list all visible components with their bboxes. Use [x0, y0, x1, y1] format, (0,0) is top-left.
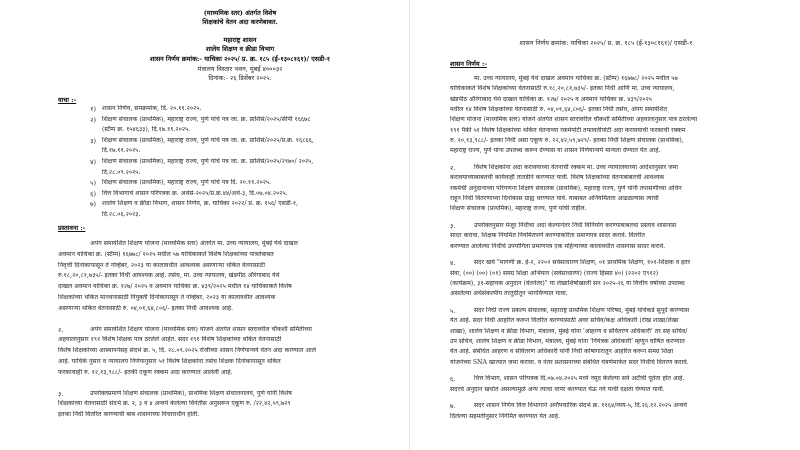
intro-paragraph-line: शिक्षकांच्या वेतनासाठी संदर्भ क्र. २, ३ व ४ अन्वये केलेल्या विनंतीस अनुसरून एकूण रु. /२२,४२,५९,७२९ — [58, 400, 291, 408]
reference-item: शिक्षण संचालक (प्राथमिक), महाराष्ट्र राज्य, पुणे यांचे पत्र जा. क्र. प्राशिसं/२०२५/२१७०/ २०२५, — [102, 158, 314, 165]
reference-item: शिक्षण संचालक (प्राथमिक), महाराष्ट्र राज्य, पुणे यांचे पत्र जा. क्र. प्राशिसं/२०२५/प्र.क्र. १६८६६, — [102, 136, 314, 144]
references-heading: वाचा :- — [58, 96, 77, 104]
page-running-header: शासन निर्णय क्रमांक: याचिका २०२५/ प्र. क्र. १८५ (ई-१३०८१६१)/ एसडी-१ — [519, 39, 693, 47]
decision-paragraph-line: मधील १४ विशेष शिक्षकांच्या वेतनासाठी रु. ०४,०१,६४,८०६/- इतका निधी तसेच, अंपग समावेशित — [450, 105, 668, 113]
intro-paragraph-line: दाखल अवमान याचिका क्र. १२७/ २०२५ व अवमान याचिका क्र. ४३९/२०२५ मधील १४ याचिकाकर्ते विशेष — [58, 283, 292, 291]
decision-paragraph-line: दिलेल्या सहमतीनुसार निर्गमित करण्यात येत आहे. — [450, 412, 560, 420]
intro-paragraph-line: फरकाचाही रु. १२,१३,९८८/- इतकी एकूण रक्कम अदा करण्यात आलेली आहे. — [58, 368, 233, 376]
paragraph-number: २. — [58, 325, 64, 334]
decision-heading: शासन निर्णय :- — [450, 60, 487, 68]
clause-number: २. — [450, 163, 456, 172]
decision-paragraph-line: १९१ पैकी ५१ विशेष शिक्षकांच्या थकित वेतनाच्या रकमेपोटी तफावतीपोटी अदा करावयाची फरकाची रक्कम — [450, 126, 686, 134]
decision-paragraph-line: करावयाच्याबाबतची कार्यवाही तातडीने करण्यात यावी. विशेष शिक्षकांच्या वेतनाबाबतची आवश्यक — [450, 174, 665, 182]
intro-paragraph-line: अहवालानुसार १९१ विशेष शिक्षक पात्र ठरलेले आहेत. सदर १९१ विशेष शिक्षकांच्या थकित वेतनासाठी — [58, 336, 282, 344]
reference-number: ४) — [90, 158, 96, 166]
intro-paragraph-line: अपंग समावेशित शिक्षण योजना (माध्यमिक स्तर) योजने अंतर्गत शासन स्तरावरील चौकशी समितीच्या — [90, 325, 312, 333]
decision-paragraph-line: राहून निधी वितरणाच्या दिनांकास ग्राह्य धरण्यात यावे. याबाबत अनियमितता आढळल्यास त्याची — [450, 194, 659, 202]
decision-paragraph-line: शाखा), शालेय शिक्षण व क्रीडा विभाग, मंत्रालय, मुंबई यांना 'आहरण व संवितरण अधिकारी' तर सह सचिव/ — [450, 327, 688, 335]
decision-paragraph-line: येत आहे. संबंधित आहरण व संवितरण अधिकारी यांनी निधी कोषागारातून आहरित करून समग्र शिक्षा — [450, 348, 674, 356]
decision-paragraph-line: उप सचिव, शालेय शिक्षण व क्रीडा विभाग, मंत्रालय, मुंबई यांना 'नियंत्रक अधिकारी' म्हणून घोषित करण्यात — [450, 337, 685, 345]
intro-paragraph-line: रु.१८,२०,८१,७३५/- इतका निधी आवश्यक आहे. तसेच, मा. उच्च न्यायालय, खंडपीठ औरंगाबाद येथे — [58, 272, 280, 280]
intro-paragraph-line: उपरोक्तप्रमाणे शिक्षण संचालक (प्राथमिक), प्राथमिक शिक्षण संचालनालय, पुणे यांनी विशेष — [90, 389, 292, 397]
page-divider — [409, 0, 410, 450]
department-title: शालेय शिक्षण व क्रीडा विभाग — [205, 45, 275, 53]
office-address: मंत्रालय विस्तार भवन, मुंबई ४०००३२ — [197, 65, 283, 73]
decision-paragraph-line: उपरोक्तनुसार मंजूर निधीचा अदा केल्यानंतर निधी विनियोग करण्याबाबतचा प्रस्ताव शासनास — [474, 221, 677, 229]
intro-paragraph-line: अपंग समावेशित शिक्षण योजना (माध्यमिक स्तर) अंतर्गत मा. उच्च न्यायालय, मुंबई येथे दाखल — [90, 240, 298, 247]
reference-item: दि.२८.०६.२०२३. — [102, 211, 141, 218]
decision-paragraph-line: सदरचे अनुदान खर्चात असल्यामुळे अन्य त्याचा वापर करण्यात येऊ नये याची दक्षता घेण्यात यावी. — [450, 385, 665, 393]
right-document-page — [418, 27, 800, 450]
intro-paragraph-line: इतका निधी वितरित करण्याची बाब शासनाच्या विचाराधीन होती. — [58, 411, 200, 419]
decision-paragraph-line: सदर निधी राज्य प्रकल्प संचालक, महाराष्ट्र प्राथमिक शिक्षण परिषद, मुंबई यांचेकडे सुपूर्द करण्यास — [474, 307, 690, 314]
clause-number: ४. — [450, 259, 456, 268]
reference-item: (स्टॅम्प क्र. १५४६३३), दि.१७.११.२०२५. — [102, 126, 191, 134]
decision-paragraph-line: सदर खर्च "मागणी क्र. ई-२, २२०२ सर्वसाधारण शिक्षण, ०१ प्राथमिक शिक्षण, १०१-शिक्षक व इतर — [474, 259, 691, 267]
intro-paragraph-line: अवमान याचिका क्र. (स्टॅम्प) १६७७८/ २०२५ मधील ५७ याचिकाकर्ते विशेष शिक्षकांच्या पात्रतेबाबत — [58, 250, 274, 258]
reference-item: शालेय शिक्षण व क्रीडा विभाग, शासन निर्णय, क्र. याचिका २०२२/ प्र. क्र. १५६/ एसडी-१, — [102, 200, 299, 208]
reference-item: वित्त विभागाचे शासन परिपत्रक क्र. अर्थसं-२०२५/प्र.क्र.४४/अर्थ-३, दि.०७.०४.२०२५. — [102, 189, 288, 197]
decision-paragraph-line: योजनेच्या SNA खात्यात जमा करावा. व नंतर प्रशासनाच्या संबंधित यंत्रणेमार्फत सदर निधीचे वितरण करावे. — [450, 358, 689, 366]
decision-paragraph-line: खंडपीठ औरंगाबाद येथे दाखल याचिका क्र. १२७/ २०२५ व अवमान याचिका क्र. ४३९/२०२५ — [450, 95, 652, 103]
decision-paragraph-line: महाराष्ट्र राज्य, पुणे यांना उपलब्ध करून देण्यास या शासन निर्णयान्वये मान्यता देण्यात येत आहे. — [450, 147, 661, 155]
clause-number: ६. — [450, 375, 456, 384]
decision-paragraph-line: असलेल्या अर्थसंकल्पीय तरतुदीतून भागविण्यात यावा. — [450, 290, 568, 298]
intro-paragraph-line: निवृत्ती दिनांकापासून ते नोव्हेंबर, २०२३ या कालावधीत आवश्यक असणाऱ्या थकित वेतनासाठी — [58, 261, 265, 269]
decision-paragraph-line: विशेष शिक्षकांना अदा करावयाच्या वेतनाची रक्कम मा. उच्च न्यायालयाच्या आदेशानुसार जमा — [474, 163, 679, 171]
decision-paragraph-line: शिक्षण संचालक (प्राथमिक), महाराष्ट्र राज्य, पुणे यांची राहील. — [450, 205, 587, 213]
clause-number: ३. — [450, 221, 456, 230]
reference-number: ३) — [90, 136, 96, 145]
decision-paragraph-line: सदर शासन निर्णय वित्त विभागाने अनौपचारिक संदर्भ क्र. ११६४/व्यय-५, दि.२६.१२.२०२५ अन्वये — [474, 402, 687, 410]
reference-item: शिक्षण संचालक (प्राथमिक), महाराष्ट्र राज्य, पुणे यांचे पत्र दि. २०.११.२०२५. — [102, 179, 272, 187]
intro-heading: प्रस्तावना :- — [58, 224, 86, 232]
decision-paragraph-line: (कार्यक्रम), ३१-सहायक अनुदान (वेतनेतर)" या लेखाशिर्षाखाली सन २०२५-२६ या वित्तीय वर्षाच्या उपलब्ध — [450, 279, 685, 287]
intro-paragraph-line: शिक्षकांच्या थकित मानधनासाठी नियुक्ती दिनांकापासून ते नोव्हेंबर, २०२३ या कालावधीत आवश्यक — [58, 294, 276, 301]
gr-number: शासन निर्णय क्रमांक:- याचिका २०२५/ प्र. क्र. १८५ (ई-१३०८१६१)/ एसडी-१ — [149, 55, 331, 63]
gr-date: दिनांक:- २६ डिसेंबर २०२५. — [208, 74, 272, 82]
decision-paragraph-line: करण्यात आलेल्या निधीचे उपयोगिता प्रमाणपत्र एक महिन्याच्या कालावधीत शासनास सादर करावे. — [450, 242, 666, 250]
intro-paragraph-line: विशेष शिक्षकांच्या आस्थापनेसह संदर्भ क्र. ५, दि. २८.०९.२०२५ रोजीच्या शासन निर्णयान्वये वेतन अदा करण्यात आले — [58, 347, 316, 355]
doc-subject-line: शिक्षकांचे वेतन अदा करणेबाबत. — [202, 18, 278, 26]
decision-paragraph-line: वित्त विभाग, शासन परिपत्रक दि.०७.०४.२०२५ मध्ये नमूद केलेल्या सर्व अटींची पूर्तता होत आहे. — [474, 375, 685, 383]
decision-paragraph-line: शिक्षण योजना (माध्यमिक स्तर) योजने अंतर्गत शासन स्तरावरील चौकशी समितीच्या अहवालानुसार पात्र ठरलेल्या — [450, 116, 698, 124]
reference-number: २) — [90, 115, 96, 124]
reference-number: ७) — [90, 200, 96, 209]
decision-paragraph-line: रकमेची अनुदानाच्या परिगणना शिक्षण संचालक (प्राथमिक), महाराष्ट्र राज्य, पुणे यांनी तपासणीच्या अधिन — [450, 184, 682, 192]
paragraph-number: ३. — [58, 389, 64, 398]
decision-paragraph-line: याचिकाकर्ते विशेष शिक्षकांच्या वेतनासाठी रु.१८,२०,८१,७३५/- इतका निधी आणि मा. उच्च न्यायालय, — [450, 85, 675, 93]
reference-item: शिक्षण संचालक (प्राथमिक), महाराष्ट्र राज्य, पुणे यांचे पत्र जा. क्र. प्राशिसं/२०२५/सीपी १६६७८ — [102, 115, 311, 123]
intro-paragraph-line: आहे. याचिके नुसार व न्यायालय निर्णयानुसार ५१ विशेष शिक्षकांना तसेच शिक्षक दिनांकापासून थकित — [58, 358, 281, 365]
decision-paragraph-line: सादर करावा. शिक्षक नियमित नियमितपणे करण्याकरिता प्रमाणपत्र सादर करावे. वितरीत — [450, 232, 645, 240]
reference-item: दि.२८.०९.२०२५. — [102, 168, 141, 176]
decision-paragraph-line: रु. २०,१३,९८८/- इतका निधी असा एकूण रु. २२,४२,५९,७२९/- इतका निधी शिक्षण संचालक (प्राथमिक), — [450, 136, 684, 144]
reference-number: ५) — [90, 179, 96, 188]
gov-title: महाराष्ट्र शासन — [223, 36, 257, 44]
clause-number: ७. — [450, 402, 456, 411]
reference-number: ६) — [90, 189, 96, 198]
doc-subject-line: (माध्यमिक स्तर) अंतर्गत विशेष — [203, 9, 277, 17]
reference-item: शासन निर्णय, समक्रमांक, दि. २०.११.२०२५. — [102, 105, 202, 112]
clause-number: ५. — [450, 307, 456, 315]
decision-paragraph-line: येत आहे. सदर निधी आहरित करून वितरित करण्यासाठी अवर सचिव/कक्ष अधिकारी (रोख शाखा/लेखा — [450, 317, 679, 325]
decision-paragraph-line: सेवा, (००) (००) (०१) समग्र शिक्षा अभियान (सर्वसाधारण) (राज्य हिस्सा ४०) (२२०२ ए९१२) — [450, 269, 659, 277]
reference-item: दि.१७.११.२०२५. — [102, 147, 141, 155]
reference-number: १) — [90, 105, 96, 113]
decision-paragraph-line: मा. उच्च न्यायालय, मुंबई येथे दाखल अवमान याचिका क्र. (स्टॅम्प) १६७७८/ २०२५ मधील ५७ — [474, 75, 678, 82]
intro-paragraph-line: असणाऱ्या थकित वेतनासाठी रु. ०४,०१,६४,८०६/- इतका निधी आवश्यक आहे. — [58, 304, 234, 312]
